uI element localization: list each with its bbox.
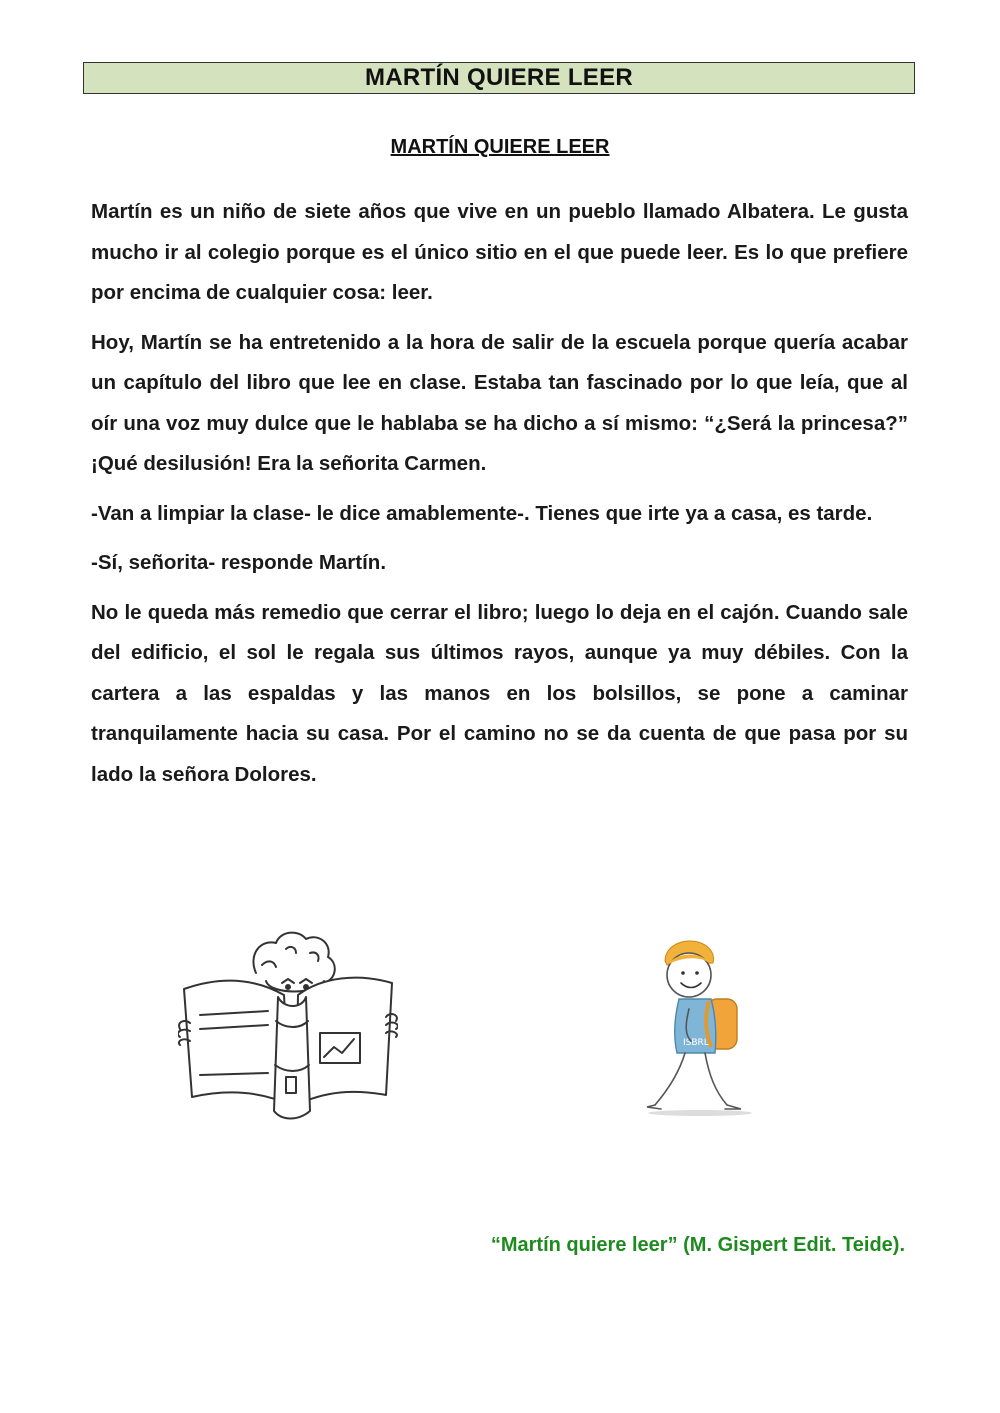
title-banner (83, 62, 915, 94)
paragraph-3: -Van a limpiar la clase- le dice amablemente-. Tienes que irte ya a casa, es tarde. (91, 501, 873, 525)
story-body (91, 192, 908, 804)
citation: “Martín quiere leer” (M. Gispert Edit. Teide). (490, 1234, 905, 1256)
paragraph-5: No le queda más remedio que cerrar el libro; luego lo deja en el cajón. Cuando sale del edificio, el sol le regala sus últimos rayos, aunque ya muy débiles. Con la cartera a las espaldas y las manos en los bolsillos, se pone a caminar tranquilamente hacia su casa. Por el camino no se da cuenta de que pasa por su lado la señora Dolores. (91, 600, 908, 786)
paragraph-2: Hoy, Martín se ha entretenido a la hora de salir de la escuela porque quería acabar un capítulo del libro que lee en clase. Estaba tan fascinado por lo que leía, que al oír una voz muy dulce que le hablaba se ha dicho a sí mismo: “¿Será la princesa?” ¡Qué desilusión! Era la señorita Carmen. (91, 330, 908, 475)
paragraph-1: Martín es un niño de siete años que vive en un pueblo llamado Albatera. Le gusta mucho ir al colegio porque es el único sitio en el que puede leer. Es lo que prefiere por encima de cualquier cosa: leer. (91, 200, 908, 304)
boy-walking-with-backpack-icon (645, 935, 760, 1120)
child-reading-book-icon (178, 925, 398, 1125)
story-title: MARTÍN QUIERE LEER (390, 136, 610, 158)
backpack-label: ISBRL (683, 1038, 709, 1048)
paragraph-4: -Sí, señorita- responde Martín. (91, 551, 387, 574)
banner-title: MARTÍN QUIERE LEER (364, 64, 634, 91)
